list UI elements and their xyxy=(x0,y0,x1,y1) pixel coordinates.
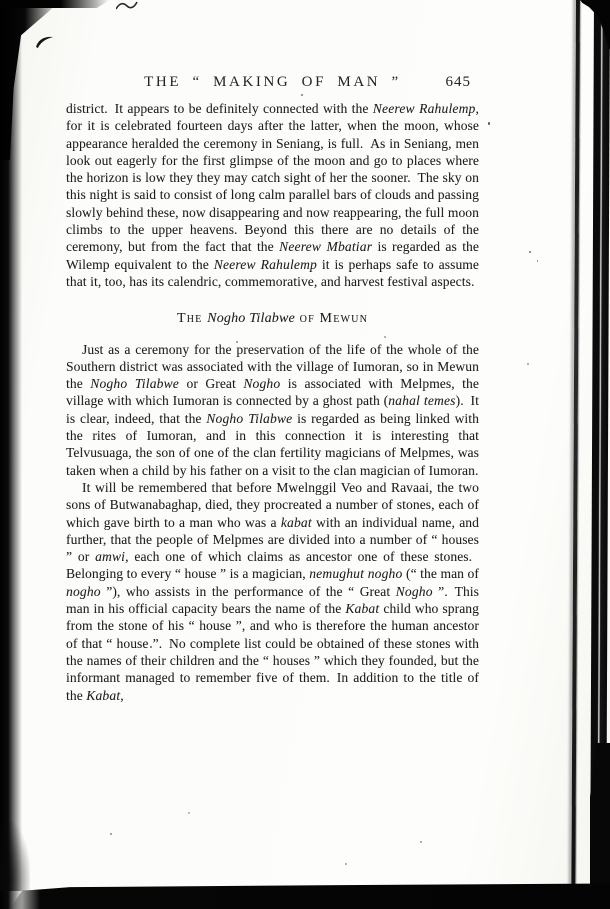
squiggle-mark-icon xyxy=(116,1,138,11)
italic-text: amwi xyxy=(95,549,126,565)
scan-speck xyxy=(420,841,422,843)
italic-text: Nogho Tilabwe xyxy=(207,311,295,327)
scan-speck xyxy=(345,863,347,865)
italic-text: Neerew Rahulemp xyxy=(372,101,476,116)
paragraph: It will be remembered that before Mwelnggil Veo and Ravaai, the two sons of Butwanabaghap, died, they procreated a number of stones, each of which gave birth to a man who was a kabat with an individual name, and further, that the people of Melpmes are divided into a number of “ houses ” or amwi, each one of which claims as ancestor one of these stones. Belonging to every “ house ” is a magician, nemughut nogho (“ the man of nogho ”), who assists in the performance of the “ Great Nogho ”. This man in his official capacity bears the name of the Kabat child who sprang from the stone of his “ house ”, and who is therefore the human ancestor of that “ house ”. No complete list could be obtained of these stones with the names of their children and the “ houses ” which they founded, but the informant managed to remember five of them. In addition to the title of the Kabat, xyxy=(66,479,479,703)
scan-speck xyxy=(527,363,529,365)
italic-text: Nogho Tilabwe xyxy=(90,376,179,392)
small-caps-text: of Mewun xyxy=(294,311,368,327)
italic-text: nemughut nogho xyxy=(309,566,403,582)
scan-edge-left-bottom-blot xyxy=(0,819,30,891)
italic-text: Nogho Tilabwe xyxy=(206,410,293,426)
page-number: 645 xyxy=(445,74,471,90)
italic-text: Kabat xyxy=(345,601,380,617)
scan-speck xyxy=(537,260,538,262)
scan-edge-top-strip xyxy=(0,0,110,8)
scan-speck xyxy=(301,94,303,96)
italic-text: nogho xyxy=(66,583,101,599)
italic-text: kabat xyxy=(280,514,312,530)
italic-text: Kabat xyxy=(86,687,121,703)
scan-edge-bottom-band xyxy=(10,883,610,909)
italic-text: Neerew Mbatiar xyxy=(279,239,373,255)
italic-text: Nogho xyxy=(395,583,433,599)
page-title: THE “ MAKING OF MAN ” xyxy=(144,74,401,90)
section-heading xyxy=(66,310,479,327)
scan-speck xyxy=(529,251,531,253)
paragraph: district. It appears to be definitely connected with the Neerew Rahulemp, for it is celebrated fourteen days after the latter, when the moon, whose appearance heralded the ceremony in Seniang, is full. As in Seniang, men look out eagerly for the first glimpse of the moon and go to places where the horizon is low they they may catch sight of her the sooner. The sky on this night is said to consist of long calm parallel bars of clouds and passing slowly behind these, now disappearing and now reappearing, the full moon climbs to the upper heavens. Beyond this there are no details of the ceremony, but from the fact that the Neerew Mbatiar is regarded as the Wilemp equivalent to the Neerew Rahulemp it is perhaps safe to assume that it, too, has its calendric, commemorative, and harvest festival aspects. xyxy=(66,101,480,289)
text-block xyxy=(66,100,479,704)
scan-speck xyxy=(188,812,190,814)
scan-speck xyxy=(488,122,490,125)
italic-text: Nogho xyxy=(243,376,281,392)
pen-mark-icon xyxy=(35,35,55,49)
italic-text: Neerew Rahulemp xyxy=(213,256,317,272)
running-header xyxy=(66,74,479,94)
small-caps-text: The xyxy=(176,311,208,327)
scan-edge-left-top-flare xyxy=(0,0,62,160)
paragraph: Just as a ceremony for the preservation of the life of the whole of the Southern district was associated with the village of Iumoran, so in Mewun the Nogho Tilabwe or Great Nogho is associated with Melpmes, the village with which Iumoran is connected by a ghost path (nahal temes). It is clear, indeed, that the Nogho Tilabwe is regarded as being linked with the rites of Iumoran, and in this connection it is interesting that Telvusuaga, the son of one of the clan fertility magicians of Melpmes, was taken when a child by his father on a visit to the clan magician of Iumoran. xyxy=(66,341,479,478)
scan-speck xyxy=(110,833,112,835)
page-edge-line xyxy=(571,0,580,909)
italic-text: nahal temes xyxy=(388,393,456,409)
